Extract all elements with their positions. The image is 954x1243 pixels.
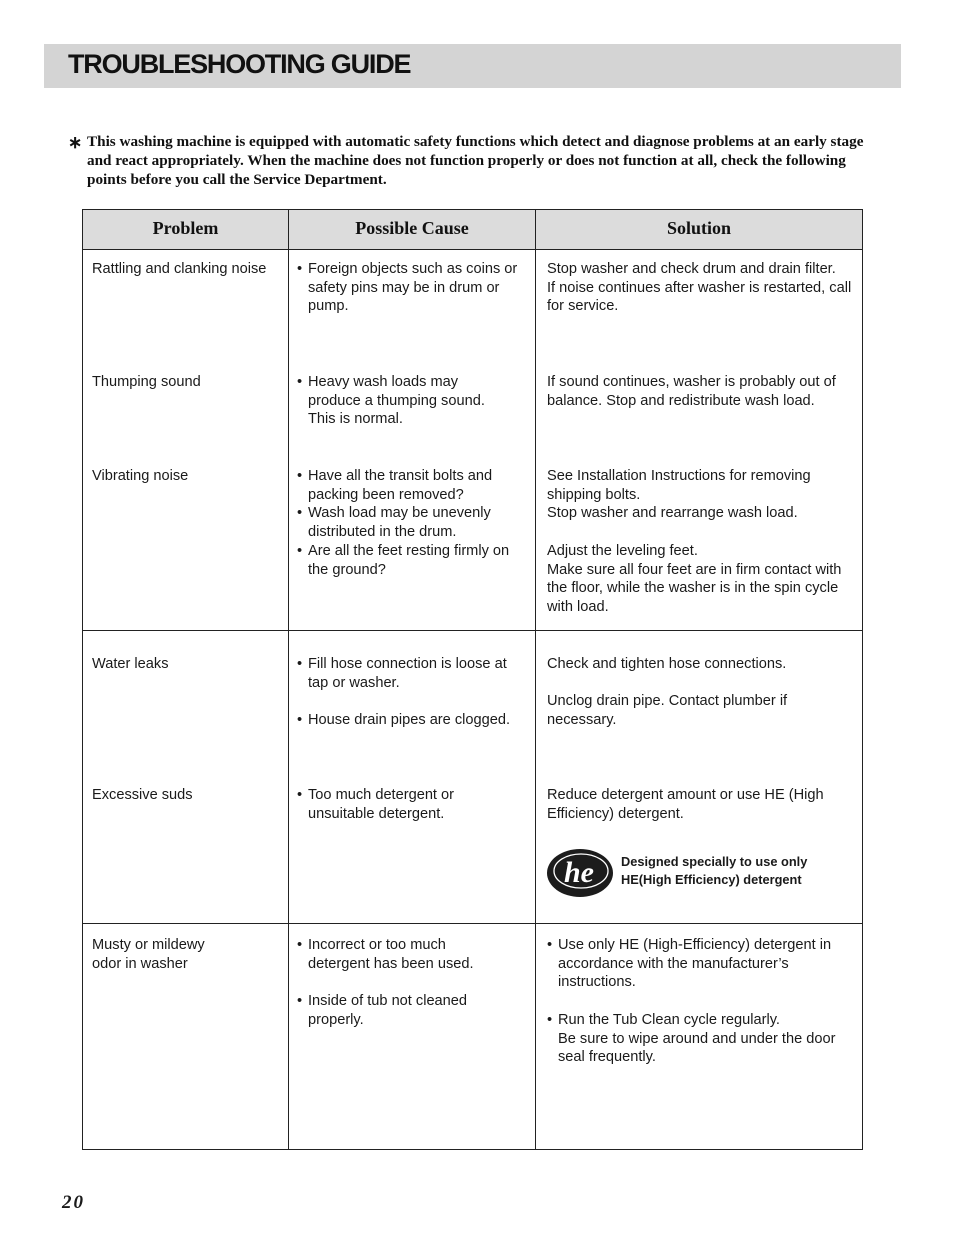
intro-text: This washing machine is equipped with automatic safety functions which detect and diagnose problems at an early stage and react appropriately. When the machine does not function properly or does not function at all, check the following points before you call the Service Department. bbox=[87, 133, 864, 188]
group-divider bbox=[83, 923, 862, 924]
header-solution: Solution bbox=[666, 218, 732, 238]
cause-water-leaks bbox=[297, 655, 527, 730]
solution-line: • Run the Tub Clean cycle regularly. bbox=[558, 1011, 780, 1028]
solution-line: Stop washer and check drum and drain filter. bbox=[547, 261, 836, 277]
intro-note bbox=[68, 132, 868, 189]
cause-musty-odor bbox=[297, 936, 511, 1030]
title-bar bbox=[44, 44, 901, 88]
column-divider bbox=[535, 210, 536, 1149]
cause-vibrating bbox=[297, 467, 523, 579]
cause-item: • Have all the transit bolts and packing been removed? bbox=[297, 467, 523, 504]
solution-musty-odor bbox=[547, 936, 852, 1067]
problem-excessive-suds: Excessive suds bbox=[92, 787, 193, 803]
group-divider bbox=[83, 630, 862, 631]
solution-water-leaks bbox=[547, 655, 852, 730]
troubleshooting-table bbox=[82, 209, 863, 1150]
cause-item: • Wash load may be unevenly distributed in the drum. bbox=[297, 504, 523, 541]
solution-line: Make sure all four feet are in firm contact with the floor, while the washer is in the spin cycle with load. bbox=[547, 561, 842, 615]
he-detergent-logo-icon bbox=[545, 846, 615, 900]
solution-item: • Use only HE (High-Efficiency) detergent in accordance with the manufacturer’s instructions. bbox=[547, 936, 852, 992]
caption-line: Designed specially to use only bbox=[621, 854, 808, 869]
caption-line: HE(High Efficiency) detergent bbox=[621, 871, 802, 887]
solution-line: Stop washer and rearrange wash load. bbox=[547, 505, 798, 522]
cause-item: • Fill hose connection is loose at tap or washer. bbox=[297, 655, 527, 692]
cause-rattling bbox=[297, 260, 523, 316]
page-title: TROUBLESHOOTING GUIDE bbox=[68, 49, 411, 79]
cause-excessive-suds bbox=[297, 786, 511, 823]
problem-musty-odor bbox=[92, 936, 284, 973]
he-logo-text: he bbox=[564, 856, 594, 889]
solution-line: Be sure to wipe around and under the door seal frequently. bbox=[558, 1030, 836, 1066]
cause-item: • Are all the feet resting firmly on the ground? bbox=[297, 542, 523, 579]
solution-line: If noise continues after washer is restarted, call for service. bbox=[547, 279, 852, 315]
solution-rattling bbox=[547, 260, 852, 316]
cause-item: • Heavy wash loads may produce a thumping sound. This is normal. bbox=[297, 373, 511, 429]
solution-line: See Installation Instructions for removing shipping bolts. bbox=[547, 468, 811, 503]
solution-line: Check and tighten hose connections. bbox=[547, 656, 787, 672]
solution-vibrating bbox=[547, 467, 852, 617]
solution-line: Unclog drain pipe. Contact plumber if necessary. bbox=[547, 693, 788, 729]
problem-thumping: Thumping sound bbox=[92, 374, 201, 390]
table-header bbox=[83, 210, 862, 250]
cause-item: • Too much detergent or unsuitable detergent. bbox=[297, 786, 511, 823]
cause-item: • Inside of tub not cleaned properly. bbox=[297, 992, 511, 1029]
solution-item bbox=[547, 1011, 852, 1067]
solution-line: Adjust the leveling feet. bbox=[547, 542, 698, 559]
problem-vibrating: Vibrating noise bbox=[92, 468, 189, 484]
header-possible-cause: Possible Cause bbox=[355, 218, 469, 238]
cause-item: • House drain pipes are clogged. bbox=[297, 711, 527, 730]
problem-rattling: Rattling and clanking noise bbox=[92, 261, 267, 277]
problem-line: Musty or mildewy bbox=[92, 937, 205, 953]
header-problem: Problem bbox=[152, 218, 219, 238]
column-divider bbox=[288, 210, 289, 1149]
asterisk-icon: ∗ bbox=[68, 133, 83, 152]
cause-item: • Foreign objects such as coins or safety pins may be in drum or pump. bbox=[297, 260, 523, 316]
cause-thumping bbox=[297, 373, 511, 429]
he-logo-caption bbox=[621, 853, 851, 888]
page-number: 20 bbox=[62, 1192, 85, 1213]
cause-item: • Incorrect or too much detergent has been used. bbox=[297, 936, 511, 973]
solution-thumping: If sound continues, washer is probably out of balance. Stop and redistribute wash load. bbox=[547, 374, 836, 409]
solution-excessive-suds: Reduce detergent amount or use HE (High Efficiency) detergent. bbox=[547, 787, 824, 822]
problem-water-leaks: Water leaks bbox=[92, 656, 169, 672]
problem-line: odor in washer bbox=[92, 955, 188, 972]
